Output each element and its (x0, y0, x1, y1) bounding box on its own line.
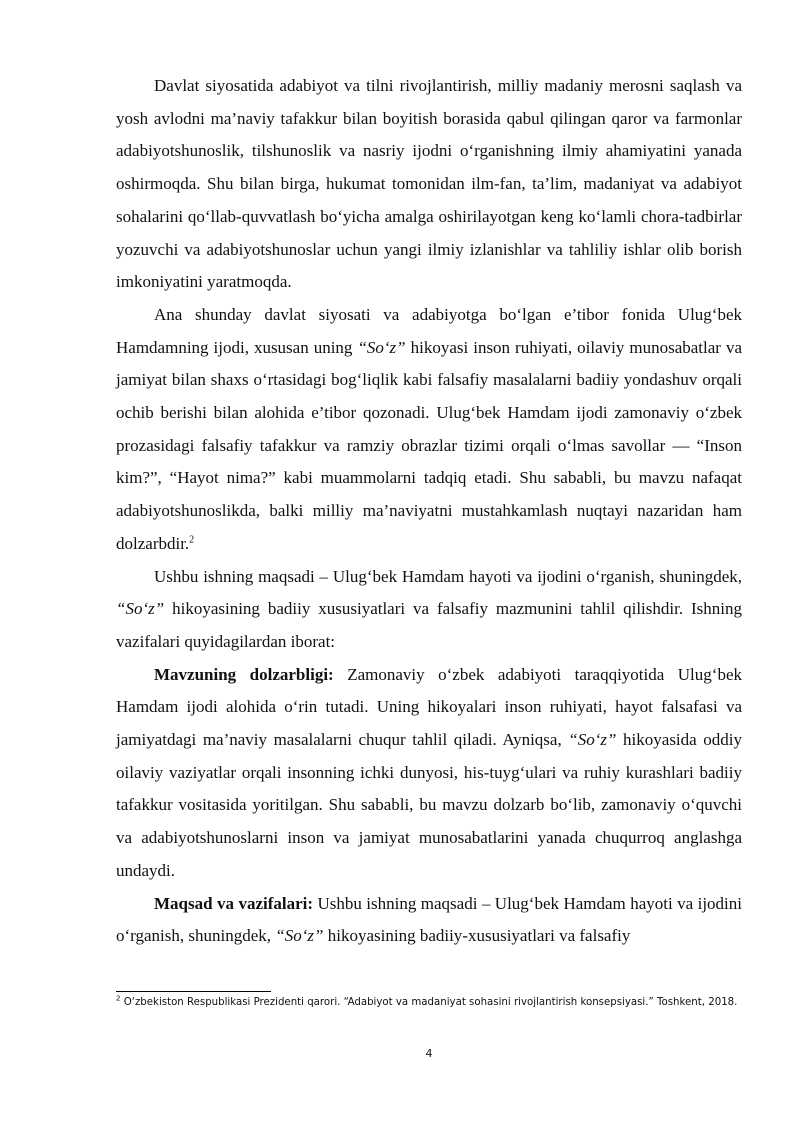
paragraph-text: Ushbu ishning maqsadi – Ulug‘bek Hamdam hayoti va ijodini o‘rganish, shuningdek, (154, 566, 742, 586)
paragraph-text: Davlat siyosatida adabiyot va tilni rivojlantirish, milliy madaniy merosni saqlash va yosh avlodni ma’naviy tafakkur bilan boyitish borasida qabul qilingan qaror va farmonlar adabiyotshunoslik, tilshunoslik va nasriy ijodni o‘rganishning ilmiy ahamiyatini yanada oshirmoqda. Shu bilan birga, hukumat tomonidan ilm-fan, ta’lim, madaniyat va adabiyot sohalarini qo‘llab-quvvatlash bo‘yicha amalga oshirilayotgan keng ko‘lamli chora-tadbirlar yozuvchi va adabiyotshunoslar uchun yangi ilmiy izlanishlar va tahliliy ishlar olib borish imkoniyatini yaratmoqda. (116, 76, 742, 292)
footnote-divider (116, 991, 271, 992)
paragraph-text: Ana shunday davlat siyosati va adabiyotga bo‘lgan e’tibor fonida Ulug‘bek Hamdamning ijodi, xususan uning (116, 304, 742, 357)
page-number: 4 (425, 1047, 433, 1060)
section-heading: Maqsad va vazifalari: (154, 893, 314, 913)
footnote-text: O‘zbekiston Respublikasi Prezidenti qarori. “Adabiyot va madaniyat sohasini rivojlantirish konsepsiyasi.” Toshkent, 2018. (120, 997, 738, 1008)
paragraph-goals (116, 888, 742, 953)
footnote-reference[interactable]: 2 (189, 534, 195, 546)
paragraph-state-policy (116, 70, 742, 299)
paragraph-text: hikoyasi inson ruhiyati, oilaviy munosabatlar va jamiyat bilan shaxs o‘rtasidagi bog‘liqlik kabi falsafiy masalalarni badiiy yondashuv orqali ochib berishi bilan alohida e’tibor qozonadi. Ulug‘bek Hamdam ijodi zamonaviy o‘zbek prozasidagi falsafiy tafakkur va ramziy obrazlar tizimi orqali o‘lmas savollar — “Inson kim?”, “Hayot nima?” kabi muammolarni tadqiq etadi. Shu sababli, bu mavzu nafaqat adabiyotshunoslikda, balki milliy ma’naviyatni mustahkamlash nuqtayi nazaridan ham dolzarbdir. (116, 337, 742, 553)
paragraph-text: Ushbu ishning maqsadi – Ulug‘bek Hamdam hayoti va ijodini o‘rganish, shuningdek, (116, 893, 743, 946)
paragraph-text: hikoyasining badiiy-xususiyatlari va falsafiy (323, 926, 631, 946)
story-title: “So‘z” (568, 730, 617, 750)
story-title: “So‘z” (357, 337, 406, 357)
paragraph-text: Zamonaviy o‘zbek adabiyoti taraqqiyotida Ulug‘bek Hamdam ijodi alohida o‘rin tutadi. Uning hikoyalari inson ruhiyati, hayot falsafasi va jamiyatdagi ma’naviy masalalarni chuqur tahlil qiladi. Ayniqsa, (116, 664, 742, 750)
paragraph-text: hikoyasida oddiy oilaviy vaziyatlar orqali insonning ichki dunyosi, his-tuyg‘ulari va ruhiy kurashlari badiiy tafakkur vositasida yoritilgan. Shu sababli, bu mavzu dolzarb bo‘lib, zamonaviy o‘quvchi va adabiyotshunoslarni inson va jamiyat munosabatlarini yanada chuqurroq anglashga undaydi. (116, 730, 742, 880)
footnote (116, 994, 742, 1011)
document-body (116, 70, 742, 953)
paragraph-hamdam-work (116, 299, 742, 561)
paragraph-relevance (116, 659, 742, 888)
footnote-number: 2 (116, 994, 121, 1003)
paragraph-purpose (116, 561, 742, 659)
story-title: “So‘z” (275, 926, 324, 946)
paragraph-text: hikoyasining badiiy xususiyatlari va falsafiy mazmunini tahlil qilishdir. Ishning vazifalari quyidagilardan iborat: (116, 599, 742, 651)
story-title: “So‘z” (116, 599, 165, 619)
section-heading: Mavzuning dolzarbligi: (154, 664, 334, 684)
